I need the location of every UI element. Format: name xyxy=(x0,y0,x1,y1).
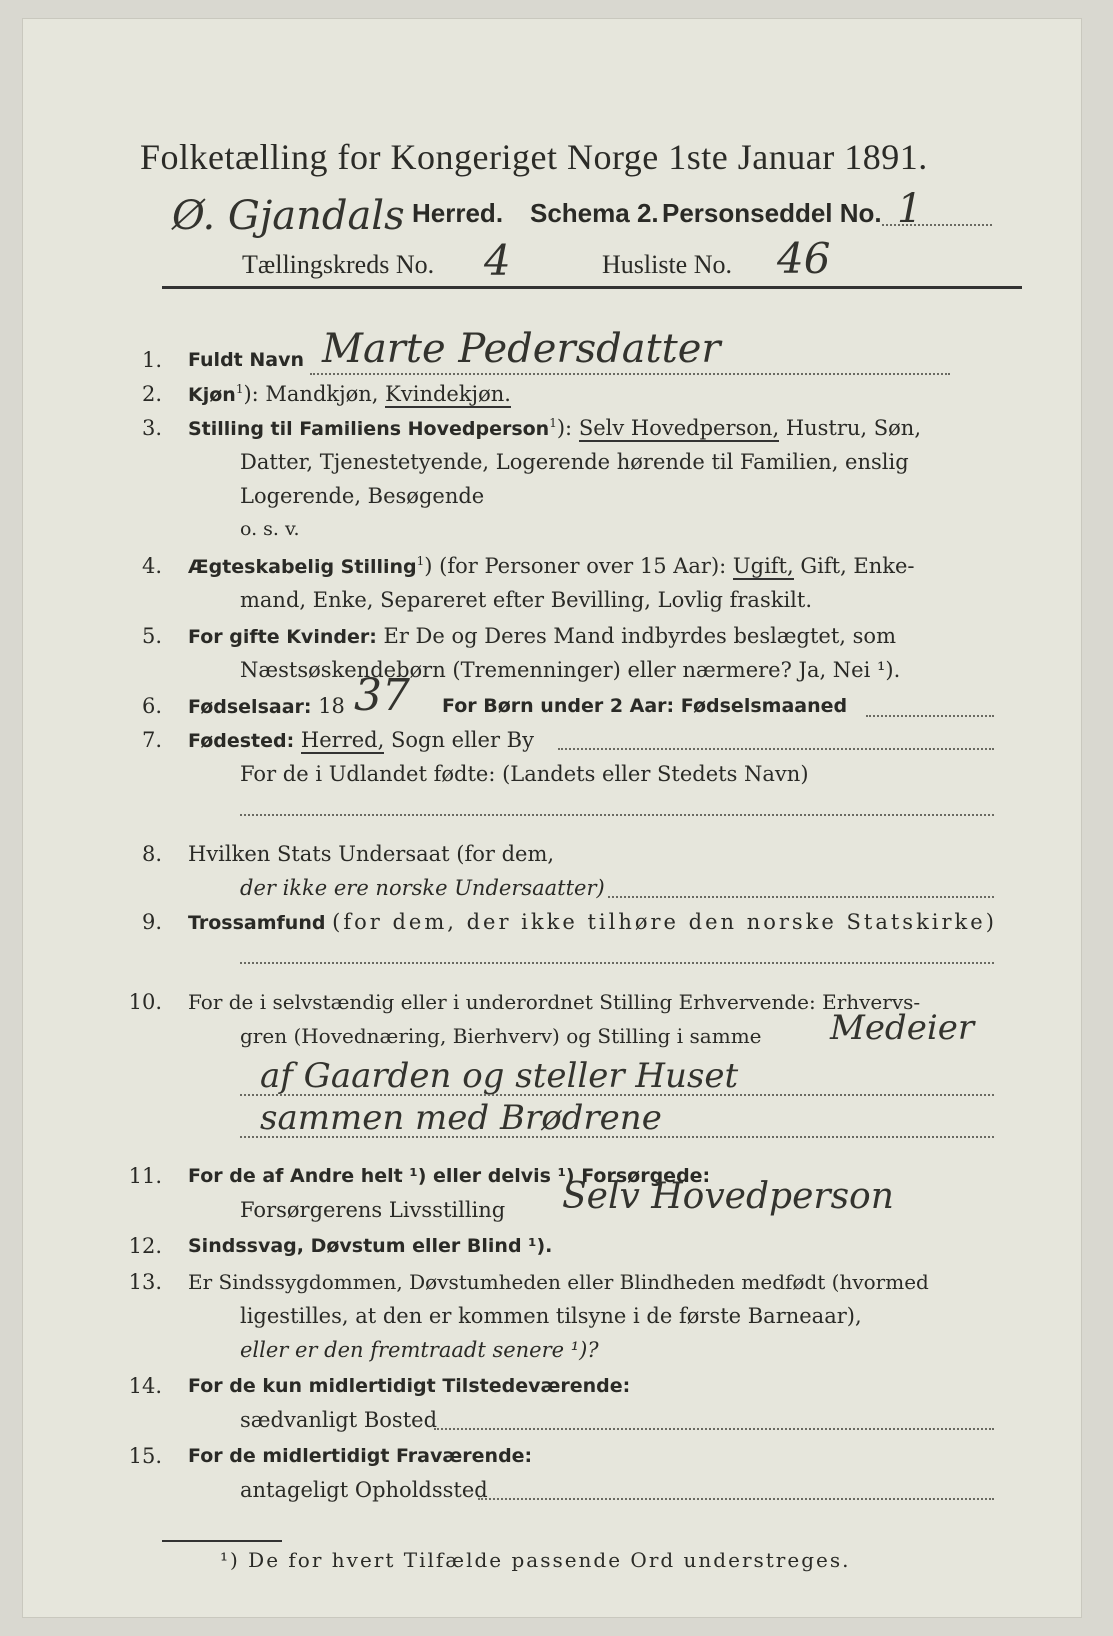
field-9-dotline xyxy=(240,962,994,964)
field-14-number: 14. xyxy=(128,1374,162,1398)
field-9-text: (for dem, der ikke tilhøre den norske Statskirke) xyxy=(332,910,997,934)
field-7-dotline xyxy=(558,748,994,750)
field-4-line2: mand, Enke, Separeret efter Bevilling, Lovlig fraskilt. xyxy=(240,588,813,612)
husliste-handwritten: 46 xyxy=(777,234,831,283)
field-4-text-c: Gift, Enke- xyxy=(800,554,915,578)
field-14-text: For de kun midlertidigt Tilstedeværende: xyxy=(188,1375,631,1397)
personseddel-dotline xyxy=(882,224,992,226)
field-15-number: 15. xyxy=(128,1444,162,1468)
field-11-line2: Forsørgerens Livsstilling xyxy=(240,1198,506,1222)
field-8-label: Hvilken Stats Undersaat xyxy=(188,842,450,866)
field-10-handwritten-3: sammen med Brødrene xyxy=(260,1098,662,1138)
field-9-label: Trossamfund xyxy=(188,912,326,934)
field-7-line2: For de i Udlandet fødte: (Landets eller Stedets Navn) xyxy=(240,762,809,786)
field-4-underlined: Ugift, xyxy=(732,554,794,578)
field-15-dotline xyxy=(478,1498,994,1500)
field-2-text-a: ): Mandkjøn, xyxy=(243,382,379,406)
field-15-line2: antageligt Opholdssted xyxy=(240,1478,488,1502)
field-14-dotline xyxy=(434,1428,994,1430)
field-12-number: 12. xyxy=(128,1234,162,1258)
field-2-number: 2. xyxy=(141,382,162,406)
field-9-number: 9. xyxy=(141,910,162,934)
field-11-text: For de af Andre helt ¹) eller delvis ¹) Forsørgede: xyxy=(188,1165,711,1187)
schema-label: Schema 2. xyxy=(530,198,659,228)
field-3-line4: o. s. v. xyxy=(240,518,300,540)
field-5-line2: Næstsøskendebørn (Tremenninger) eller nærmere? Ja, Nei ¹). xyxy=(240,658,901,682)
field-7-dotline-2 xyxy=(240,814,994,816)
field-6-number: 6. xyxy=(141,694,162,718)
field-3-label: Stilling til Familiens Hovedperson xyxy=(188,418,550,440)
field-5-label: For gifte Kvinder: xyxy=(188,626,377,648)
field-13-line3: eller er den fremtraadt senere ¹)? xyxy=(240,1338,599,1362)
field-1-number: 1. xyxy=(141,348,162,372)
field-10-dotline-2 xyxy=(240,1136,994,1138)
field-8-number: 8. xyxy=(141,842,162,866)
field-3-line3: Logerende, Besøgende xyxy=(240,484,485,508)
tellingskreds-label: Tællingskreds No. xyxy=(242,250,435,279)
field-3-underlined: Selv Hovedperson, xyxy=(578,416,780,440)
herred-label: Herred. xyxy=(412,198,504,228)
personseddel-handwritten: 1 xyxy=(897,186,923,232)
personseddel-label: Personseddel No. xyxy=(662,198,882,228)
field-6-text: For Børn under 2 Aar: Fødselsmaaned xyxy=(442,695,848,717)
field-3-text-a: ): xyxy=(556,416,573,440)
field-3-text-c: Hustru, Søn, xyxy=(785,416,922,440)
footnote: ¹) De for hvert Tilfælde passende Ord understreges. xyxy=(220,1548,851,1572)
field-7-number: 7. xyxy=(141,728,162,752)
field-1-handwritten-name: Marte Pedersdatter xyxy=(322,326,721,372)
field-10-handwritten-2: af Gaarden og steller Huset xyxy=(260,1056,739,1096)
tellingskreds-handwritten: 4 xyxy=(484,236,511,285)
field-6-dotline xyxy=(866,715,994,717)
field-13-text: Er Sindssygdommen, Døvstumheden eller Blindheden medfødt (hvormed xyxy=(188,1270,929,1294)
field-11-handwritten: Selv Hovedperson xyxy=(562,1176,894,1217)
field-8-dotline xyxy=(608,896,994,898)
field-10-line2: gren (Hovednæring, Bierhverv) og Stilling i samme xyxy=(240,1024,762,1048)
husliste-label: Husliste No. xyxy=(602,250,732,279)
field-1-label: Fuldt Navn xyxy=(188,349,305,371)
field-6-handwritten-year: 37 xyxy=(354,670,410,721)
field-7-underlined: Herred, xyxy=(300,728,385,752)
field-5-number: 5. xyxy=(141,624,162,648)
field-1-dotline xyxy=(310,373,950,375)
field-13-number: 13. xyxy=(128,1270,162,1294)
field-8-text: (for dem, xyxy=(456,842,555,866)
field-10-text: For de i selvstændig eller i underordnet Stilling Erhvervende: Erhvervs- xyxy=(188,990,921,1014)
field-10-dotline-1 xyxy=(240,1094,994,1096)
field-10-number: 10. xyxy=(128,990,162,1014)
field-3-line2: Datter, Tjenestetyende, Logerende hørende til Familien, enslig xyxy=(240,450,909,474)
field-12-text: Sindssvag, Døvstum eller Blind ¹). xyxy=(188,1235,553,1257)
form-title: Folketælling for Kongeriget Norge 1ste Januar 1891. xyxy=(140,137,928,177)
field-7-label: Fødested: xyxy=(188,730,295,752)
field-6-prefix: 18 xyxy=(318,694,345,718)
field-6-label: Fødselsaar: xyxy=(188,696,312,718)
field-15-text: For de midlertidigt Fraværende: xyxy=(188,1445,533,1467)
field-3-number: 3. xyxy=(141,416,162,440)
field-13-line2: ligestilles, at den er kommen tilsyne i de første Barneaar), xyxy=(240,1304,862,1328)
footnote-rule xyxy=(162,1540,282,1542)
field-2-label: Kjøn xyxy=(188,384,236,406)
herred-handwritten: Ø. Gjandals xyxy=(172,193,405,239)
field-4-text-a: ) (for Personer over 15 Aar): xyxy=(424,554,727,578)
field-11-number: 11. xyxy=(128,1164,162,1188)
field-4-label: Ægteskabelig Stilling xyxy=(188,556,417,578)
field-4-number: 4. xyxy=(141,554,162,578)
field-8-line2: der ikke ere norske Undersaatter) xyxy=(240,876,605,900)
header-rule xyxy=(162,286,1022,289)
field-14-line2: sædvanligt Bosted xyxy=(240,1408,438,1432)
field-2-underlined: Kvindekjøn. xyxy=(385,382,511,406)
field-7-text-b: Sogn eller By xyxy=(390,728,534,752)
field-10-handwritten-1: Medeier xyxy=(830,1008,975,1048)
census-form-sheet: Folketælling for Kongeriget Norge 1ste Januar 1891. Ø. Gjandals Herred. Schema 2. Personseddel No. 1 Tællingskreds No. 4 Husliste No. 46 1. Fuldt Navn Marte Pedersdatter 2. Kjøn$^1$): Mandkjøn, Kvindekjøn. 3. Stilling til Familiens Hovedperson$^1$): Selv Hovedperson, Hustru, Søn, Datter, Tjenestetyende, Logerende hørende til Familien, enslig Logerende, Besøgende o. s. v. 4. Ægteskabelig Stilling$^1$) (for Personer over 15 Aar): Ugift, Gift, Enke- mand, Enke, Separeret efter Bevilling, Lovlig fraskilt. 5. For gifte Kvinder: Er De og Deres Mand indbyrdes beslægtet, som Næstsøskendebørn (Tremenninger) eller nærmere? Ja, Nei ¹). 6. Fødselsaar: 18 37 For Børn under 2 Aar: Fødselsmaaned 7. Fødested: Herred, Sogn eller By For de i Udlandet fødte: (Landets eller Stedets Navn) 8. Hvilken Stats Undersaat (for dem, der ikke ere norske Undersaatter) 9. Trossamfund (for dem, der ikke tilhøre den norske Statskirke) 10. For de i selvstændig eller i underordnet Stilling Erhvervende: Erhvervs- gren (Hovednæring, Bierhverv) og Stilling i samme Medeier af Gaarden og steller Huset sammen med Brødrene 11. For de af Andre helt ¹) eller delvis ¹) Forsørgede: Forsørgerens Livsstilling Selv Hovedperson 12. Sindssvag, Døvstum eller Blind ¹). 13. Er Sindssygdommen, Døvstumheden eller Blindheden medfødt (hvormed ligestilles, at den er kommen tilsyne i de første Barneaar), eller er den fremtraadt senere ¹)? 14. For de kun midlertidigt Tilstedeværende: sædvanligt Bosted 15. For de midlertidigt Fraværende: antageligt Opholdssted ¹) De for hvert Tilfælde passende Ord understreges. xyxy=(22,18,1082,1618)
field-5-text: Er De og Deres Mand indbyrdes beslægtet, som xyxy=(383,624,896,648)
